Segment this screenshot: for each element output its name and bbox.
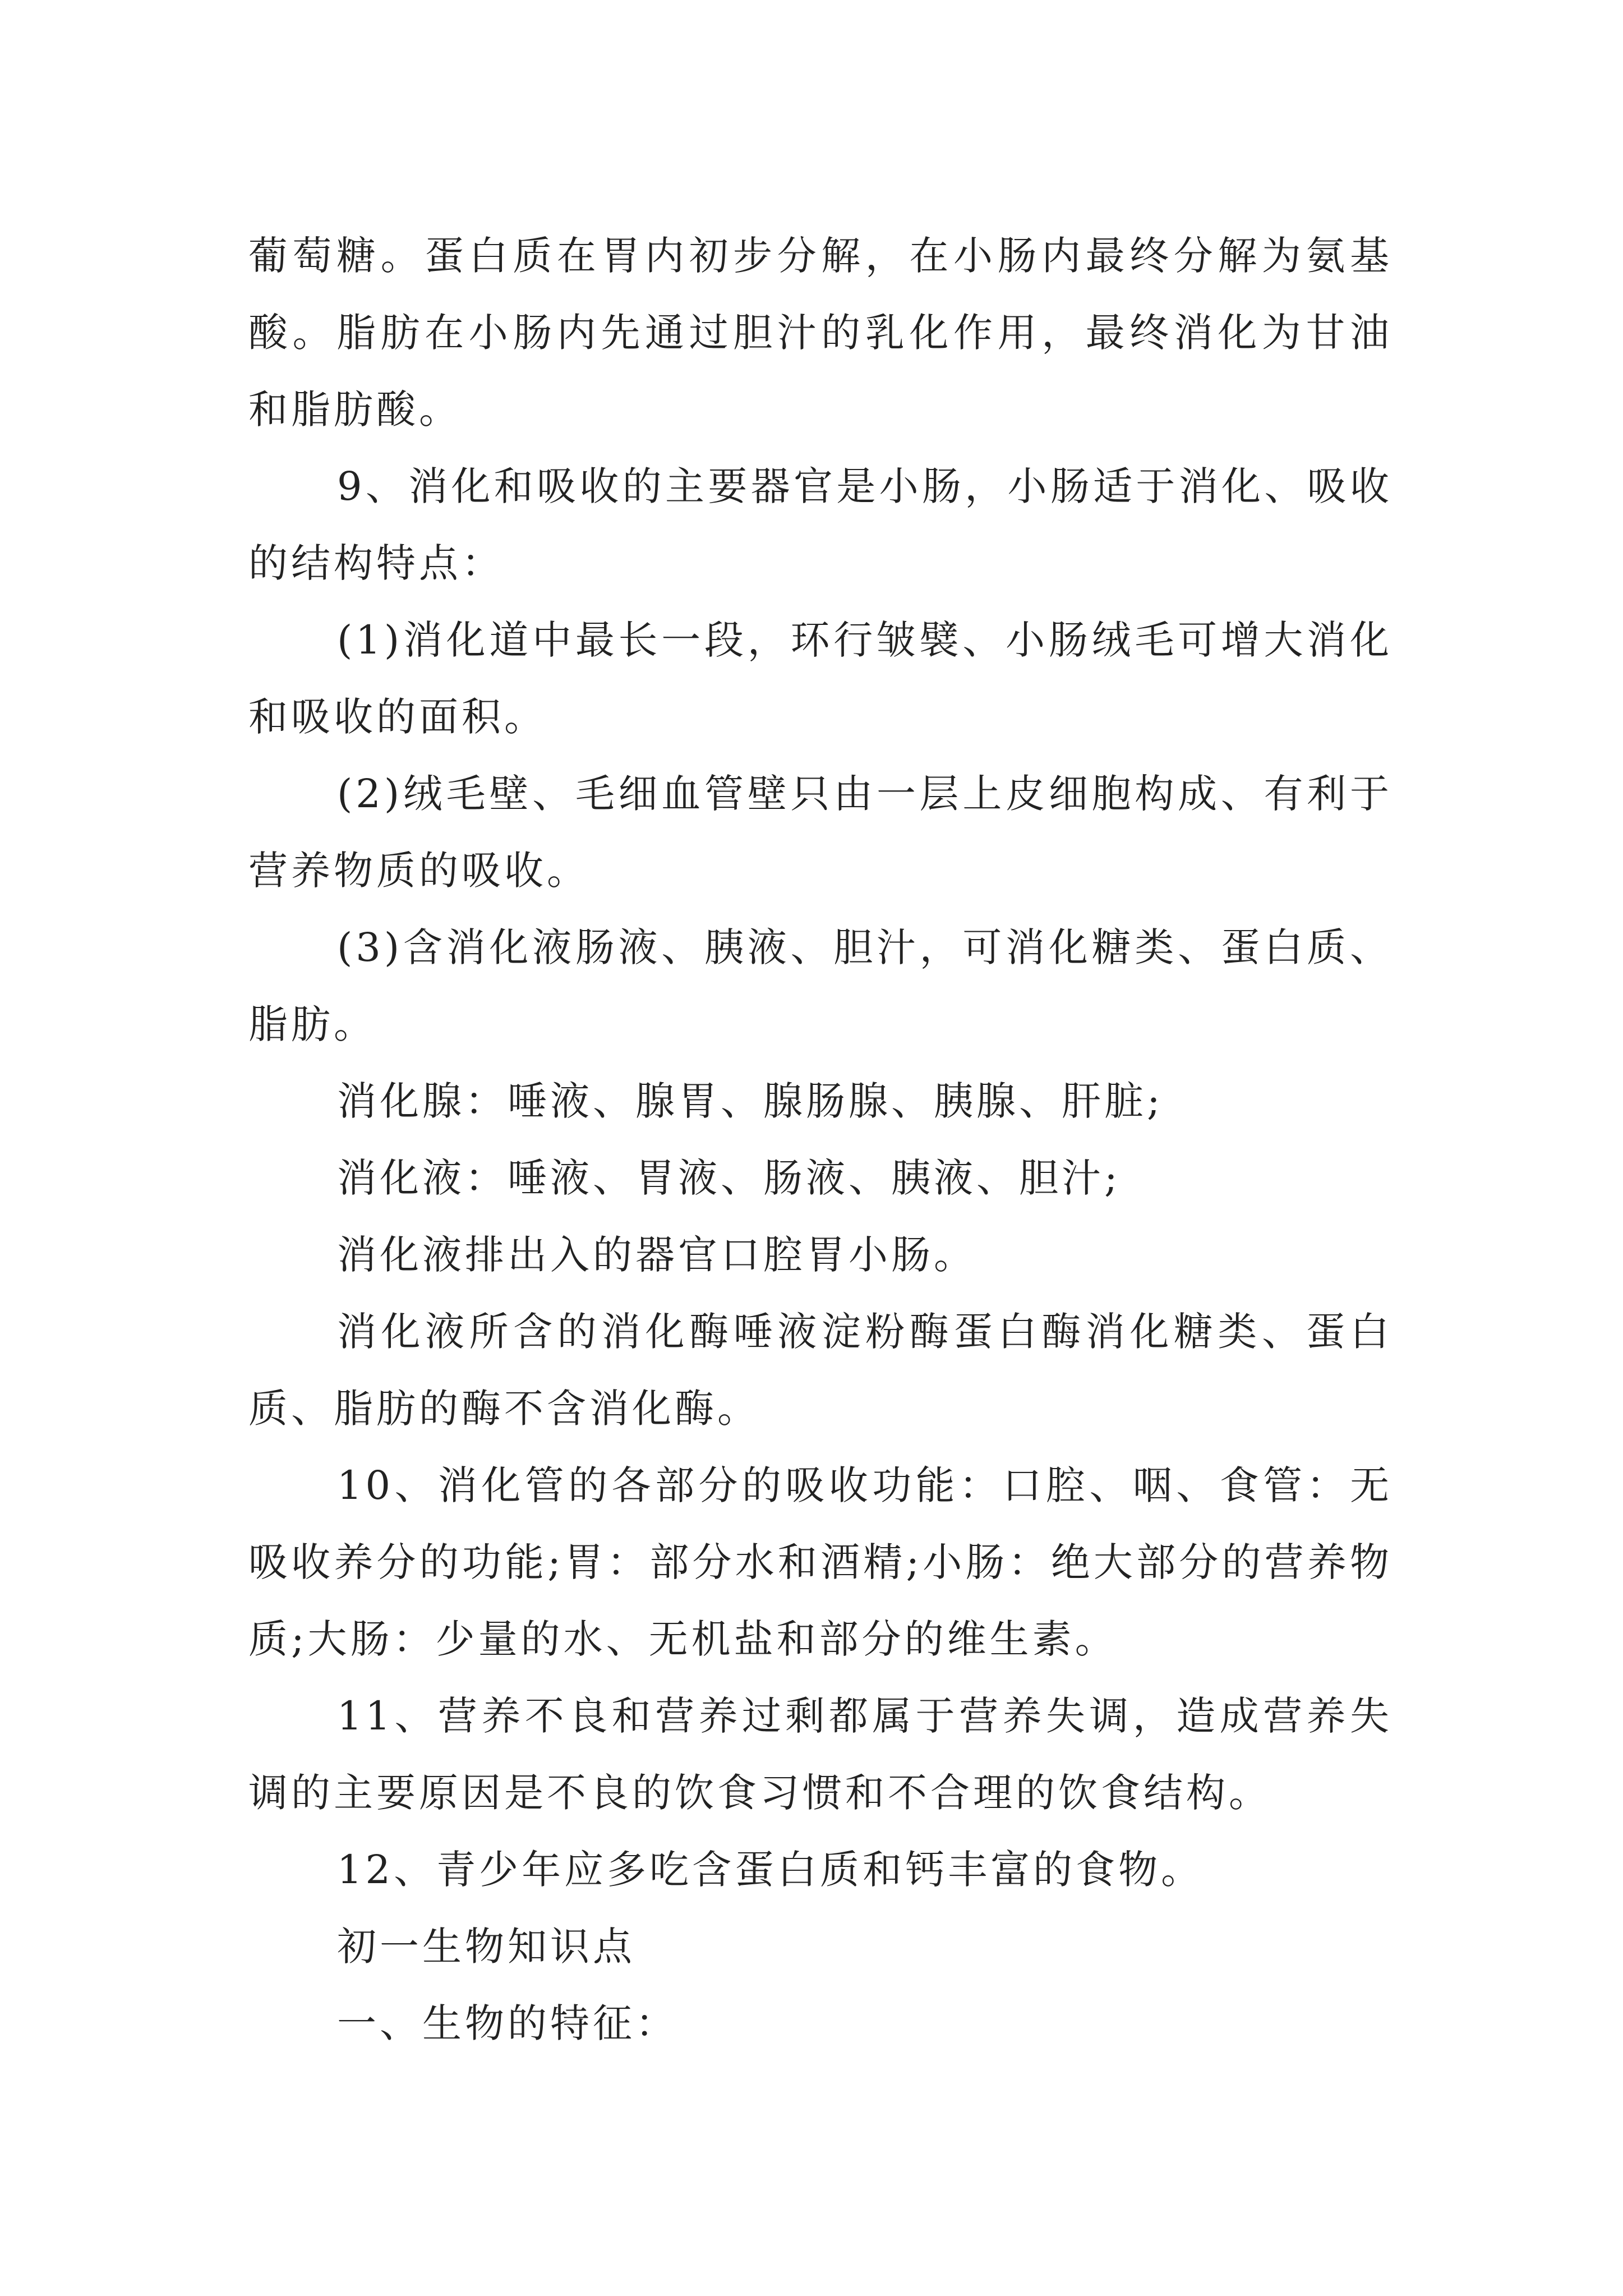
paragraph-item-11: 11、营养不良和营养过剩都属于营养失调，造成营养失调的主要原因是不良的饮食习惯和不合理的饮食结构。 — [248, 1693, 1393, 1816]
paragraph-juice-outlets: 消化液排出入的器官口腔胃小肠。 — [337, 1232, 976, 1278]
paragraph-feature-1: (1)消化道中最长一段，环行皱襞、小肠绒毛可增大消化和吸收的面积。 — [248, 617, 1393, 740]
paragraph-digestion-summary: 葡萄糖。蛋白质在胃内初步分解，在小肠内最终分解为氨基酸。脂肪在小肠内先通过胆汁的乳化作用，最终消化为甘油和脂肪酸。 — [248, 233, 1393, 432]
paragraph-item-9: 9、消化和吸收的主要器官是小肠，小肠适于消化、吸收的结构特点： — [248, 463, 1393, 586]
paragraph-digestive-glands: 消化腺：唾液、腺胃、腺肠腺、胰腺、肝脏; — [337, 1078, 1164, 1124]
paragraph-item-12: 12、青少年应多吃含蛋白质和钙丰富的食物。 — [337, 1847, 1204, 1893]
paragraph-digestive-enzymes: 消化液所含的消化酶唾液淀粉酶蛋白酶消化糖类、蛋白质、脂肪的酶不含消化酶。 — [248, 1309, 1393, 1432]
document-body — [248, 218, 1393, 2062]
subsection-heading-characteristics: 一、生物的特征： — [337, 2000, 678, 2046]
paragraph-feature-2: (2)绒毛壁、毛细血管壁只由一层上皮细胞构成、有利于营养物质的吸收。 — [248, 771, 1393, 894]
paragraph-feature-3: (3)含消化液肠液、胰液、胆汁，可消化糖类、蛋白质、脂肪。 — [248, 924, 1393, 1047]
paragraph-digestive-juices: 消化液：唾液、胃液、肠液、胰液、胆汁; — [337, 1155, 1121, 1201]
paragraph-item-10: 10、消化管的各部分的吸收功能：口腔、咽、食管：无吸收养分的功能;胃：部分水和酒精;小肠：绝大部分的营养物质;大肠：少量的水、无机盐和部分的维生素。 — [248, 1462, 1393, 1662]
section-heading-biology: 初一生物知识点 — [337, 1924, 635, 1970]
